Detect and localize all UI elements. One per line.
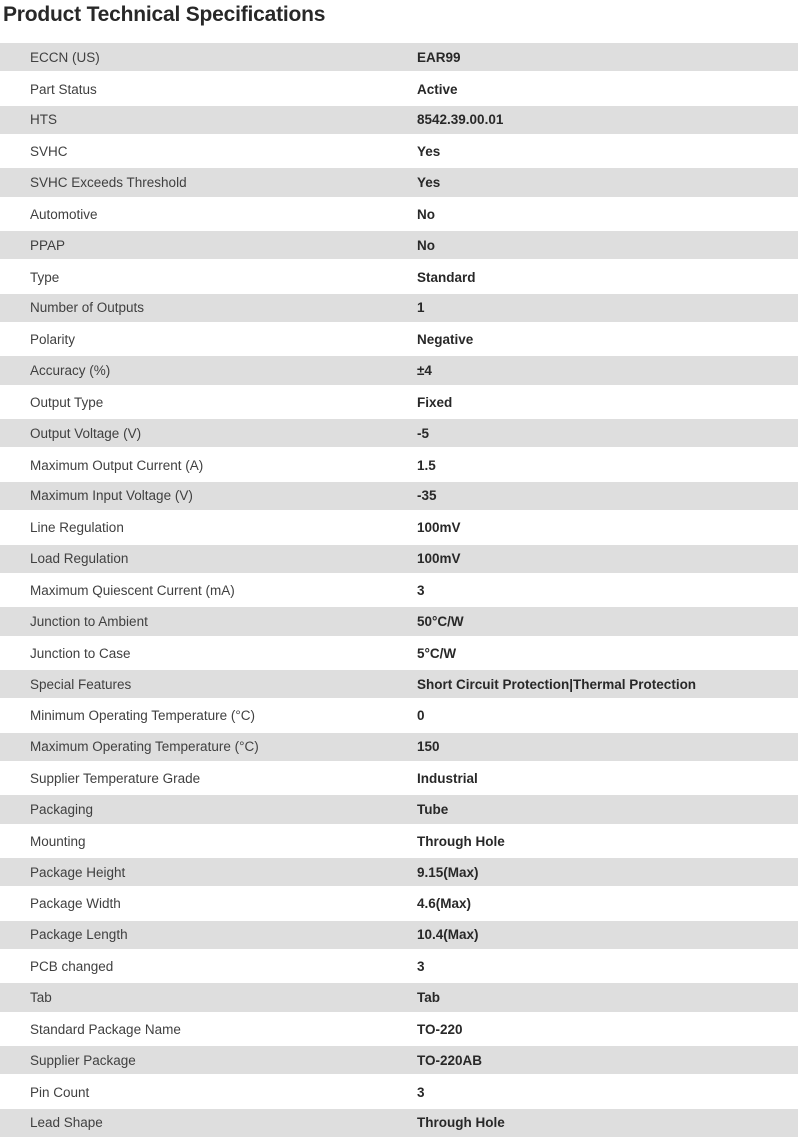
spec-value: TO-220 — [417, 1021, 463, 1037]
spec-value: 150 — [417, 739, 440, 755]
table-row — [0, 669, 798, 700]
table-row — [0, 857, 798, 888]
spec-value: 9.15(Max) — [417, 864, 479, 880]
spec-label: Pin Count — [30, 1084, 90, 1100]
spec-value: Negative — [417, 332, 474, 348]
spec-value: Through Hole — [417, 1115, 505, 1131]
spec-label: Mounting — [30, 833, 86, 849]
spec-value: Short Circuit Protection|Thermal Protection — [417, 676, 697, 692]
spec-value: 100mV — [417, 520, 461, 536]
spec-value: 1.5 — [417, 457, 436, 473]
spec-label: Minimum Operating Temperature (°C) — [30, 708, 255, 724]
table-row — [0, 732, 798, 763]
spec-value: 8542.39.00.01 — [417, 112, 504, 128]
spec-label: Packaging — [30, 801, 94, 817]
table-row — [0, 700, 798, 731]
spec-label: ECCN (US) — [30, 49, 100, 65]
table-row — [0, 982, 798, 1013]
spec-label: Maximum Output Current (A) — [30, 457, 204, 473]
table-row — [0, 293, 798, 324]
table-row — [0, 606, 798, 637]
table-row — [0, 261, 798, 292]
spec-value: 3 — [417, 959, 425, 975]
spec-value: TO-220AB — [417, 1052, 483, 1068]
table-row — [0, 763, 798, 794]
table-row — [0, 387, 798, 418]
table-row — [0, 418, 798, 449]
page-title: Product Technical Specifications — [3, 3, 326, 26]
spec-value: Yes — [417, 175, 441, 191]
spec-label: Maximum Input Voltage (V) — [30, 488, 193, 504]
spec-value: -5 — [417, 425, 430, 441]
table-row — [0, 920, 798, 951]
spec-value: Through Hole — [417, 833, 505, 849]
spec-label: Number of Outputs — [30, 300, 145, 316]
table-row — [0, 167, 798, 198]
table-row — [0, 449, 798, 480]
spec-value: Tube — [417, 801, 449, 817]
spec-label: Package Width — [30, 896, 121, 912]
spec-value: Industrial — [417, 771, 478, 787]
spec-value: Active — [417, 81, 458, 97]
spec-value: No — [417, 206, 435, 222]
table-row — [0, 73, 798, 104]
spec-label: Line Regulation — [30, 520, 124, 536]
spec-value: Yes — [417, 144, 441, 160]
table-row — [0, 105, 798, 136]
table-row — [0, 42, 798, 73]
spec-label: Maximum Quiescent Current (mA) — [30, 583, 235, 599]
table-row — [0, 575, 798, 606]
spec-label: Junction to Case — [30, 645, 131, 661]
table-row — [0, 638, 798, 669]
spec-value: 4.6(Max) — [417, 896, 472, 912]
table-row — [0, 481, 798, 512]
spec-label: Package Height — [30, 864, 126, 880]
table-row — [0, 512, 798, 543]
table-row — [0, 1045, 798, 1076]
table-row — [0, 230, 798, 261]
spec-value: Fixed — [417, 394, 453, 410]
table-row — [0, 1076, 798, 1107]
spec-label: Supplier Package — [30, 1052, 136, 1068]
table-row — [0, 199, 798, 230]
spec-label: HTS — [30, 112, 57, 128]
spec-value: -35 — [417, 488, 437, 504]
spec-label: Special Features — [30, 676, 132, 692]
spec-label: Automotive — [30, 206, 98, 222]
spec-label: Output Type — [30, 394, 104, 410]
spec-label: Junction to Ambient — [30, 613, 148, 629]
spec-label: Output Voltage (V) — [30, 425, 142, 441]
spec-label: Part Status — [30, 81, 97, 97]
table-row — [0, 794, 798, 825]
spec-label: Type — [30, 269, 60, 285]
spec-label: Accuracy (%) — [30, 363, 111, 379]
spec-label: Supplier Temperature Grade — [30, 771, 201, 787]
table-row — [0, 826, 798, 857]
table-row — [0, 136, 798, 167]
spec-value: 5°C/W — [417, 645, 457, 661]
table-row — [0, 544, 798, 575]
spec-value: EAR99 — [417, 49, 461, 65]
spec-value: Tab — [417, 989, 440, 1005]
spec-value: 1 — [417, 300, 425, 316]
spec-label: Maximum Operating Temperature (°C) — [30, 739, 259, 755]
spec-label: PPAP — [30, 237, 66, 253]
table-row — [0, 324, 798, 355]
spec-label: SVHC — [30, 144, 68, 160]
spec-value: 3 — [417, 1084, 425, 1100]
spec-value: 3 — [417, 583, 425, 599]
spec-value: Standard — [417, 269, 476, 285]
spec-label: PCB changed — [30, 959, 114, 975]
table-row — [0, 951, 798, 982]
table-row — [0, 1108, 798, 1139]
spec-value: 10.4(Max) — [417, 927, 479, 943]
spec-label: Polarity — [30, 332, 76, 348]
spec-label: Lead Shape — [30, 1115, 103, 1131]
spec-value: ±4 — [417, 363, 432, 379]
table-row — [0, 888, 798, 919]
spec-value: 100mV — [417, 551, 461, 567]
spec-label: SVHC Exceeds Threshold — [30, 175, 187, 191]
table-row — [0, 1014, 798, 1045]
spec-table — [0, 42, 798, 1139]
spec-label: Package Length — [30, 927, 128, 943]
spec-value: 50°C/W — [417, 613, 464, 629]
spec-value: No — [417, 237, 435, 253]
spec-label: Load Regulation — [30, 551, 129, 567]
spec-label: Standard Package Name — [30, 1021, 181, 1037]
spec-value: 0 — [417, 708, 425, 724]
table-row — [0, 355, 798, 386]
spec-label: Tab — [30, 989, 52, 1005]
